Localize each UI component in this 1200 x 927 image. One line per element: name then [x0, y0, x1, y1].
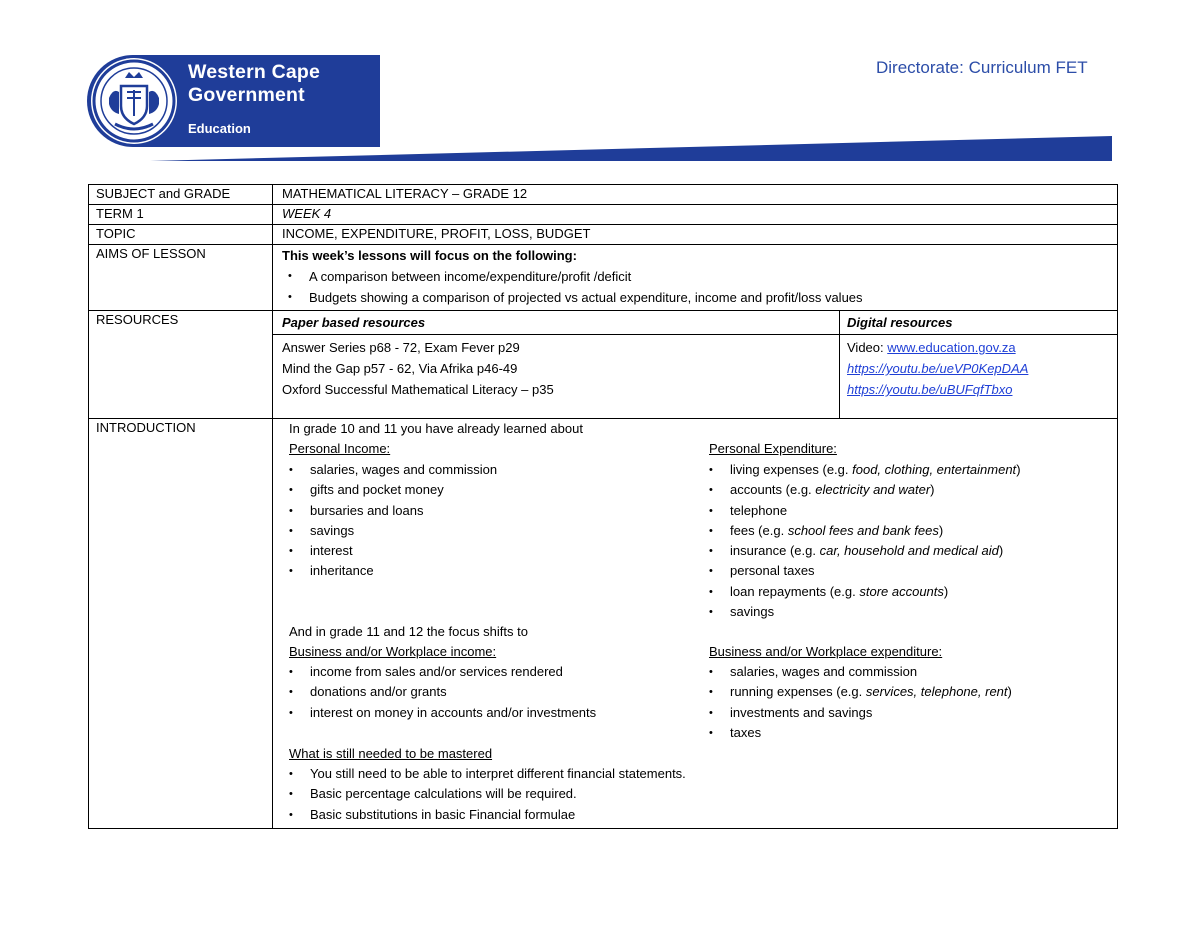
list-item: • loan repayments (e.g. store accounts) — [703, 582, 1021, 602]
list-item: • accounts (e.g. electricity and water) — [703, 480, 1021, 500]
aims-label: AIMS OF LESSON — [89, 245, 273, 311]
list-item: • Basic substitutions in basic Financial formulae — [283, 805, 686, 825]
personal-expenditure-list — [703, 460, 1021, 622]
intro-lead: In grade 10 and 11 you have already learned about — [289, 421, 583, 436]
business-income-heading: Business and/or Workplace income: — [289, 644, 497, 659]
list-item: • insurance (e.g. car, household and medical aid) — [703, 541, 1021, 561]
digital-resources — [840, 335, 1118, 419]
list-item: • donations and/or grants — [283, 682, 596, 702]
education-website-link[interactable]: www.education.gov.za — [887, 340, 1016, 355]
list-item: • interest — [283, 541, 497, 561]
logo-subtitle: Education — [188, 121, 251, 136]
list-item: • gifts and pocket money — [283, 480, 497, 500]
list-item: • fees (e.g. school fees and bank fees) — [703, 521, 1021, 541]
list-item: • inheritance — [283, 561, 497, 581]
list-item: • interest on money in accounts and/or investments — [283, 703, 596, 723]
coat-of-arms-icon — [91, 58, 177, 144]
personal-income-list — [283, 460, 497, 582]
subject-value: MATHEMATICAL LITERACY – GRADE 12 — [273, 185, 1118, 205]
introduction-content — [273, 419, 1118, 829]
list-item: • living expenses (e.g. food, clothing, entertainment) — [703, 460, 1021, 480]
mastery-list — [283, 764, 686, 825]
list-item: • salaries, wages and commission — [283, 460, 497, 480]
video-label: Video: — [847, 340, 888, 355]
subject-row — [89, 185, 1118, 205]
list-item: • bursaries and loans — [283, 501, 497, 521]
list-item: • Basic percentage calculations will be required. — [283, 784, 686, 804]
directorate-title: Directorate: Curriculum FET — [876, 58, 1088, 77]
list-item: • salaries, wages and commission — [703, 662, 1012, 682]
list-item: • investments and savings — [703, 703, 1012, 723]
paper-resource-item: Answer Series p68 - 72, Exam Fever p29 — [282, 340, 520, 355]
aims-row — [89, 245, 1118, 311]
topic-row — [89, 225, 1118, 245]
business-expenditure-list — [703, 662, 1012, 743]
introduction-label: INTRODUCTION — [89, 419, 273, 829]
paper-resources — [273, 335, 840, 419]
lesson-plan-table — [88, 184, 1118, 829]
term-label: TERM 1 — [89, 205, 273, 225]
header-swoosh — [150, 133, 1112, 163]
resources-heading-row — [89, 311, 1118, 335]
aims-list — [282, 266, 1117, 308]
list-item: • savings — [703, 602, 1021, 622]
paper-resource-item: Mind the Gap p57 - 62, Via Afrika p46-49 — [282, 361, 518, 376]
shift-lead: And in grade 11 and 12 the focus shifts to — [289, 624, 528, 639]
list-item: • Budgets showing a comparison of projected vs actual expenditure, income and profit/loss values — [282, 287, 1117, 308]
topic-label: TOPIC — [89, 225, 273, 245]
resources-label: RESOURCES — [89, 311, 273, 419]
list-item: • You still need to be able to interpret different financial statements. — [283, 764, 686, 784]
list-item: • taxes — [703, 723, 1012, 743]
list-item: • A comparison between income/expenditure/profit /deficit — [282, 266, 1117, 287]
youtube-link-1[interactable]: https://youtu.be/ueVP0KepDAA — [847, 361, 1029, 376]
aims-content — [273, 245, 1118, 311]
personal-income-heading: Personal Income: — [289, 441, 391, 456]
video-line — [847, 337, 1117, 358]
digital-resources-heading: Digital resources — [840, 311, 1118, 335]
subject-label: SUBJECT and GRADE — [89, 185, 273, 205]
list-item: • personal taxes — [703, 561, 1021, 581]
list-item: • running expenses (e.g. services, telephone, rent) — [703, 682, 1012, 702]
business-income-list — [283, 662, 596, 723]
term-value: WEEK 4 — [273, 205, 1118, 225]
logo-title: Western Cape Government — [188, 61, 321, 106]
introduction-row — [89, 419, 1118, 829]
paper-resource-item: Oxford Successful Mathematical Literacy – p35 — [282, 382, 554, 397]
youtube-link-2[interactable]: https://youtu.be/uBUFqfTbxo — [847, 382, 1013, 397]
aims-heading: This week’s lessons will focus on the following: — [282, 248, 577, 263]
mastery-heading: What is still needed to be mastered — [289, 746, 493, 761]
topic-value: INCOME, EXPENDITURE, PROFIT, LOSS, BUDGET — [273, 225, 1118, 245]
personal-expenditure-heading: Personal Expenditure: — [709, 441, 837, 456]
term-row — [89, 205, 1118, 225]
list-item: • telephone — [703, 501, 1021, 521]
business-expenditure-heading: Business and/or Workplace expenditure: — [709, 644, 943, 659]
list-item: • income from sales and/or services rendered — [283, 662, 596, 682]
list-item: • savings — [283, 521, 497, 541]
paper-resources-heading: Paper based resources — [273, 311, 840, 335]
